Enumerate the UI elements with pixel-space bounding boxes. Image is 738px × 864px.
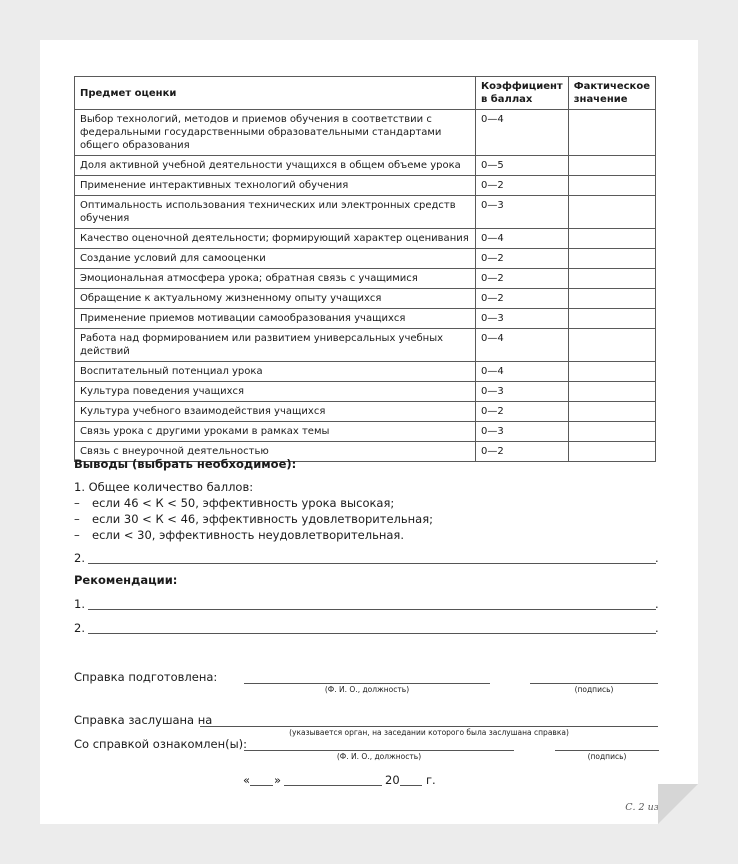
heard-label: Справка заслушана на [74,713,213,727]
evaluation-table [74,76,656,462]
recommendation-item-1: 1. [74,597,85,611]
bullet-dash: – [74,528,80,542]
row-actual-value-cell[interactable] [568,382,655,402]
row-subject-cell: Доля активной учебной деятельности учащихся в общем объеме урока [75,156,476,176]
table-header-row [75,77,656,110]
table-row [75,269,656,289]
line-end-dot: . [655,551,659,565]
row-actual-value-cell[interactable] [568,402,655,422]
date-year-line[interactable] [400,785,422,786]
bullet-text: если 30 < К < 46, эффективность удовлетворительная; [92,512,434,526]
familiarized-sign-caption: (подпись) [587,752,627,761]
row-coefficient-cell: 0—2 [475,269,568,289]
table-row [75,196,656,229]
bullet-text: если < 30, эффективность неудовлетворительная. [92,528,404,542]
row-coefficient-cell: 0—2 [475,289,568,309]
prepared-label: Справка подготовлена: [74,670,218,684]
row-coefficient-cell: 0—5 [475,156,568,176]
date-month-line[interactable] [284,785,382,786]
table-row [75,402,656,422]
prepared-sign-caption: (подпись) [574,685,614,694]
row-subject-cell: Применение приемов мотивации самообразования учащихся [75,309,476,329]
row-coefficient-cell: 0—3 [475,196,568,229]
row-subject-cell: Качество оценочной деятельности; формирующий характер оценивания [75,229,476,249]
row-coefficient-cell: 0—3 [475,309,568,329]
row-subject-cell: Работа над формированием или развитием универсальных учебных действий [75,329,476,362]
row-subject-cell: Связь урока с другими уроками в рамках темы [75,422,476,442]
row-actual-value-cell[interactable] [568,249,655,269]
table-row [75,176,656,196]
familiarized-label: Со справкой ознакомлен(ы): [74,737,248,751]
row-subject-cell: Выбор технологий, методов и приемов обучения в соответствии с федеральными государственными образовательными стандартами общего образования [75,110,476,156]
row-actual-value-cell[interactable] [568,309,655,329]
table-row [75,362,656,382]
row-subject-cell: Связь с внеурочной деятельностью [75,442,476,462]
table-row [75,249,656,269]
line-end-dot: . [655,597,659,611]
table-row [75,329,656,362]
familiarized-sign-line[interactable] [555,750,659,751]
row-coefficient-cell: 0—3 [475,382,568,402]
row-actual-value-cell[interactable] [568,176,655,196]
table-row [75,156,656,176]
row-actual-value-cell[interactable] [568,422,655,442]
heard-caption: (указывается орган, на заседании которого была заслушана справка) [289,728,569,737]
conclusions-heading: Выводы (выбрать необходимое): [74,457,297,471]
conclusion-item-1: 1. Общее количество баллов: [74,480,254,494]
page-corner-fold [658,784,698,824]
row-actual-value-cell[interactable] [568,110,655,156]
row-subject-cell: Создание условий для самооценки [75,249,476,269]
conclusion-bullet-2 [74,511,433,527]
row-actual-value-cell[interactable] [568,156,655,176]
row-subject-cell: Эмоциональная атмосфера урока; обратная связь с учащимися [75,269,476,289]
line-end-dot: . [655,621,659,635]
recommendation-item-2-line[interactable] [88,633,656,634]
row-actual-value-cell[interactable] [568,196,655,229]
prepared-sign-line[interactable] [530,683,658,684]
row-actual-value-cell[interactable] [568,329,655,362]
row-subject-cell: Применение интерактивных технологий обучения [75,176,476,196]
conclusion-item-2: 2. [74,551,85,565]
row-subject-cell: Культура учебного взаимодействия учащихся [75,402,476,422]
row-coefficient-cell: 0—2 [475,249,568,269]
recommendations-heading: Рекомендации: [74,573,178,587]
recommendation-item-2: 2. [74,621,85,635]
row-subject-cell: Воспитательный потенциал урока [75,362,476,382]
table-row [75,382,656,402]
recommendation-item-1-line[interactable] [88,609,656,610]
row-coefficient-cell: 0—4 [475,229,568,249]
header-subject: Предмет оценки [75,77,476,110]
table-row [75,309,656,329]
date-day-line[interactable] [250,785,273,786]
row-actual-value-cell[interactable] [568,362,655,382]
prepared-fio-caption: (Ф. И. О., должность) [324,685,410,694]
row-coefficient-cell: 0—4 [475,110,568,156]
familiarized-fio-caption: (Ф. И. О., должность) [336,752,422,761]
date-close-quote: » [274,773,282,787]
row-actual-value-cell[interactable] [568,229,655,249]
conclusion-bullet-1 [74,495,394,511]
table-row [75,289,656,309]
date-year-prefix: 20 [385,773,400,787]
bullet-dash: – [74,512,80,526]
header-coefficient: Коэффициент в баллах [475,77,568,110]
row-actual-value-cell[interactable] [568,442,655,462]
conclusion-item-2-line[interactable] [88,563,656,564]
prepared-fio-line[interactable] [244,683,490,684]
familiarized-fio-line[interactable] [244,750,514,751]
row-coefficient-cell: 0—3 [475,422,568,442]
conclusion-bullet-3 [74,527,404,543]
table-row [75,229,656,249]
row-subject-cell: Обращение к актуальному жизненному опыту учащихся [75,289,476,309]
row-coefficient-cell: 0—4 [475,329,568,362]
row-actual-value-cell[interactable] [568,269,655,289]
bullet-dash: – [74,496,80,510]
date-open-quote: « [243,773,251,787]
table-row [75,422,656,442]
row-coefficient-cell: 0—4 [475,362,568,382]
row-actual-value-cell[interactable] [568,289,655,309]
row-subject-cell: Культура поведения учащихся [75,382,476,402]
header-actual: Фактическое значение [568,77,655,110]
row-coefficient-cell: 0—2 [475,176,568,196]
row-coefficient-cell: 0—2 [475,402,568,422]
bullet-text: если 46 < К < 50, эффективность урока высокая; [92,496,395,510]
heard-line[interactable] [200,726,658,727]
row-coefficient-cell: 0—2 [475,442,568,462]
date-year-suffix: г. [426,773,436,787]
table-row [75,110,656,156]
row-subject-cell: Оптимальность использования технических или электронных средств обучения [75,196,476,229]
page-number: С. 2 из 2 [625,802,668,813]
document-page [40,40,698,824]
